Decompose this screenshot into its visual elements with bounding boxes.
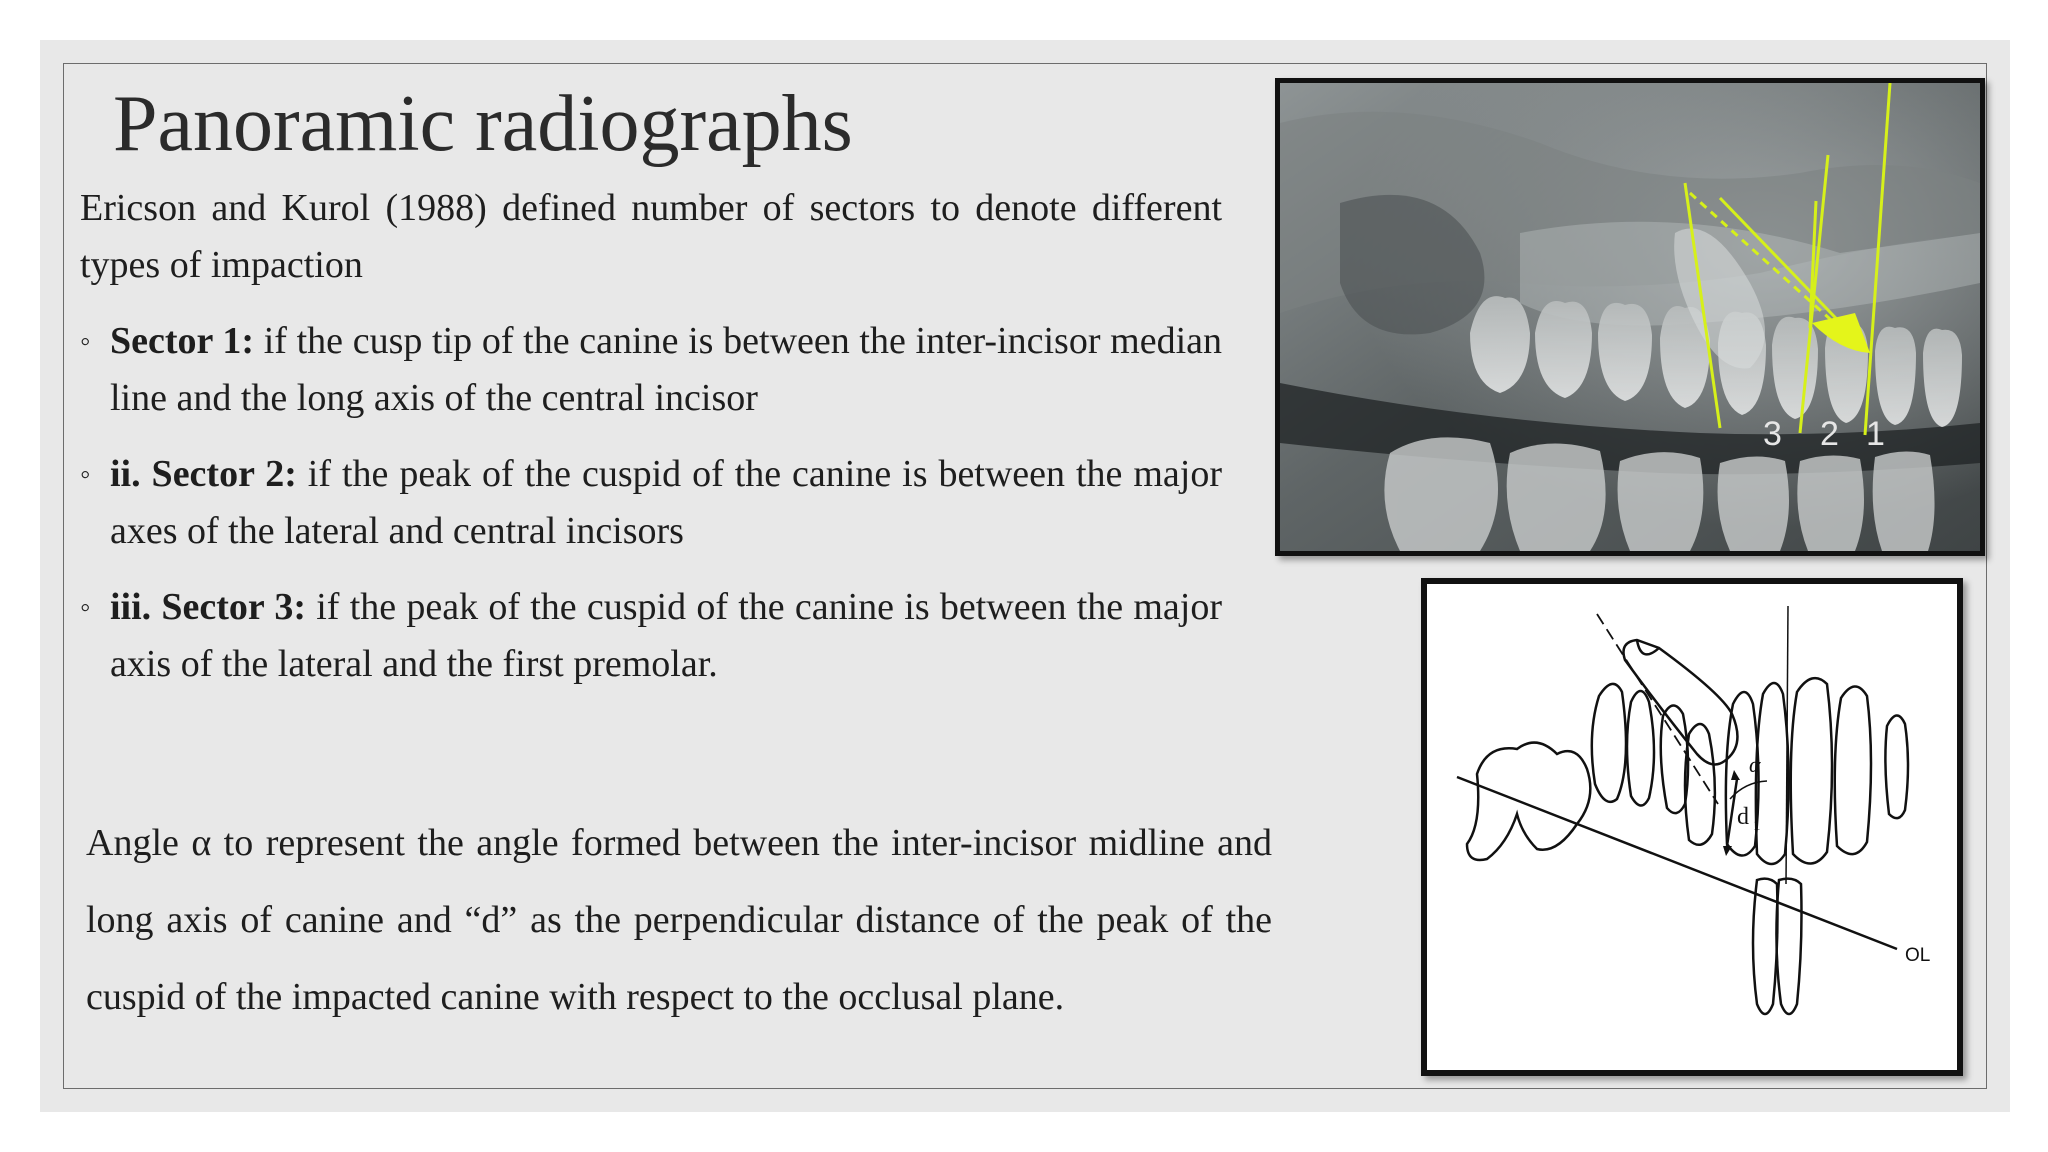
sector-list [80,313,1222,712]
sector-number-2: 2 [1820,415,1839,453]
intro-paragraph: Ericson and Kurol (1988) defined number of sectors to denote different types of impaction [80,187,1222,286]
sector-item-1 [80,313,1222,427]
sector-description: if the cusp tip of the canine is between the inter-incisor median line and the long axis of the central incisor [110,320,1223,419]
d-subscript: 1 [1753,818,1761,834]
sector-label: Sector 1: [110,320,255,362]
bullet-icon: ◦ [80,591,91,624]
d-label: d [1737,804,1749,830]
sector-number-1: 1 [1866,415,1885,453]
alpha-label: α [1749,752,1761,777]
canine-angle-diagram [1421,578,1963,1076]
panoramic-radiograph-image [1275,78,1985,556]
bullet-icon: ◦ [80,458,91,491]
slide-title: Panoramic radiographs [113,80,853,168]
ol-label: OL [1905,945,1931,966]
angle-definition-paragraph: Angle α to represent the angle formed between the inter-incisor midline and long axis of canine and “d” as the perpendicular distance of the peak of the cuspid of the impacted canine with respect to the occlusal plane. [86,822,1272,1018]
bullet-icon: ◦ [80,325,91,358]
sector-label: iii. Sector 3: [110,586,307,628]
sector-item-3 [80,579,1222,693]
sector-label: ii. Sector 2: [110,453,297,495]
sector-description: if the peak of the cuspid of the canine is between the major axis of the lateral and the first premolar. [110,586,1222,685]
sector-description: if the peak of the cuspid of the canine is between the major axes of the lateral and central incisors [110,453,1222,552]
sector-number-3: 3 [1763,415,1782,453]
diagram-illustration [1427,584,1957,1070]
radiograph-illustration [1280,83,1980,551]
sector-item-2 [80,446,1222,560]
canine-axis [1597,614,1718,804]
